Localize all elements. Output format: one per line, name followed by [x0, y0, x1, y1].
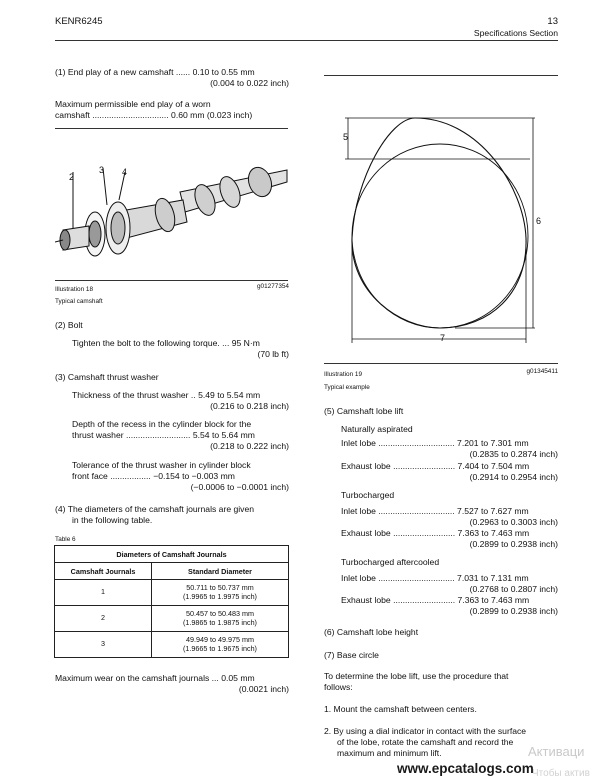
item5-title: (5) Camshaft lobe lift — [324, 406, 404, 416]
ill18-code: g01277354 — [257, 283, 289, 290]
rule-3 — [324, 75, 558, 76]
table-row — [55, 580, 289, 606]
tc-inlet-inch: (0.2963 to 0.3003 inch) — [469, 517, 558, 527]
tc-exhaust-inch: (0.2899 to 0.2938 inch) — [469, 539, 558, 549]
table-title: Diameters of Camshaft Journals — [55, 546, 289, 563]
item2-line2: (70 lb ft) — [257, 349, 289, 359]
procedure-line2: follows: — [324, 682, 353, 692]
camshaft-journal-table — [54, 545, 289, 658]
item6-title: (6) Camshaft lobe height — [324, 627, 419, 637]
step2-line2: of the lobe, rotate the camshaft and record the — [337, 737, 514, 747]
journal-diameter — [152, 632, 289, 658]
step2-line1: 2. By using a dial indicator in contact with the surface — [324, 726, 527, 736]
ill18-callout-4: 4 — [122, 167, 128, 177]
rule-1 — [55, 128, 288, 129]
journal-number: 3 — [55, 632, 152, 658]
activation-watermark-2: Чтобы актив — [532, 768, 590, 779]
step2-line3: maximum and minimum lift. — [337, 748, 442, 758]
item3-depth3: (0.218 to 0.222 inch) — [210, 441, 289, 451]
tc-exhaust: Exhaust lobe .......................... 7.363 to 7.463 mm — [341, 528, 530, 538]
tca-exhaust: Exhaust lobe .......................... 7.363 to 7.463 mm — [341, 595, 530, 605]
item2-line1: Tighten the bolt to the following torque. ... 95 N·m — [72, 338, 260, 348]
ill18-callout-3: 3 — [99, 165, 105, 175]
procedure-line1: To determine the lobe lift, use the procedure that — [324, 671, 509, 681]
tca-title: Turbocharged aftercooled — [341, 557, 440, 567]
journal-diameter — [152, 606, 289, 632]
step1: 1. Mount the camshaft between centers. — [324, 704, 477, 714]
item2-title: (2) Bolt — [55, 320, 83, 330]
page-number: 13 — [547, 16, 558, 27]
item3-thick1: Thickness of the thrust washer .. 5.49 to 5.54 mm — [72, 390, 261, 400]
item3-depth2: thrust washer ........................... 5.54 to 5.64 mm — [72, 430, 255, 440]
ill19-code: g01345411 — [526, 368, 558, 375]
na-inlet: Inlet lobe ................................ 7.201 to 7.301 mm — [341, 438, 529, 448]
item7-title: (7) Base circle — [324, 650, 379, 660]
item3-thick2: (0.216 to 0.218 inch) — [210, 401, 289, 411]
maxwear-line1: Maximum wear on the camshaft journals ... 0.05 mm — [55, 673, 255, 683]
item3-tol3: (−0.0006 to −0.0001 inch) — [190, 482, 289, 492]
table-label: Table 6 — [55, 536, 76, 543]
na-inlet-inch: (0.2835 to 0.2874 inch) — [469, 449, 558, 459]
diameter-mm: 50.457 to 50.483 mm — [186, 608, 254, 618]
ill18-callout-2: 2 — [69, 172, 75, 182]
table-header-diameter: Standard Diameter — [152, 563, 289, 580]
tca-exhaust-inch: (0.2899 to 0.2938 inch) — [469, 606, 558, 616]
na-title: Naturally aspirated — [341, 424, 413, 434]
ill19-label: Illustration 19 — [324, 371, 363, 378]
item3-tol1: Tolerance of the thrust washer in cylinder block — [72, 460, 251, 470]
item3-title: (3) Camshaft thrust washer — [55, 372, 159, 382]
table-row — [55, 632, 289, 658]
camshaft-illustration — [55, 160, 290, 272]
item1-line1: (1) End play of a new camshaft ...... 0.10 to 0.55 mm — [55, 67, 255, 77]
maxend-line1: Maximum permissible end play of a worn — [55, 99, 211, 109]
ill19-caption: Typical example — [324, 384, 370, 391]
item3-depth1: Depth of the recess in the cylinder block for the — [72, 419, 252, 429]
header-rule — [55, 40, 558, 41]
diameter-inch: (1.9865 to 1.9875 inch) — [183, 617, 257, 627]
item3-tol2: front face ................. −0.154 to −0.003 mm — [72, 471, 235, 481]
diameter-mm: 50.711 to 50.737 mm — [186, 582, 254, 592]
journal-number: 2 — [55, 606, 152, 632]
document-id: KENR6245 — [55, 16, 103, 27]
rule-4 — [324, 363, 558, 364]
ill18-label: Illustration 18 — [55, 286, 94, 293]
table-row — [55, 606, 289, 632]
table-header-journals: Camshaft Journals — [55, 563, 152, 580]
tc-inlet: Inlet lobe ................................ 7.527 to 7.627 mm — [341, 506, 529, 516]
diameter-inch: (1.9665 to 1.9675 inch) — [183, 643, 257, 653]
journal-diameter — [152, 580, 289, 606]
item1-line2: (0.004 to 0.022 inch) — [210, 78, 289, 88]
item4-line1: (4) The diameters of the camshaft journals are given — [55, 504, 255, 514]
journal-number: 1 — [55, 580, 152, 606]
rule-2 — [55, 280, 288, 281]
maxend-line2: camshaft ................................ 0.60 mm (0.023 inch) — [55, 110, 253, 120]
ill18-caption: Typical camshaft — [55, 298, 103, 305]
na-exhaust-inch: (0.2914 to 0.2954 inch) — [469, 472, 558, 482]
diameter-inch: (1.9965 to 1.9975 inch) — [183, 591, 257, 601]
tc-title: Turbocharged — [341, 490, 395, 500]
dim-label-5: 5 — [343, 132, 349, 142]
diameter-mm: 49.949 to 49.975 mm — [186, 634, 254, 644]
item4-line2: in the following table. — [72, 515, 153, 525]
site-watermark: www.epcatalogs.com — [397, 761, 534, 776]
lobe-diagram — [330, 108, 555, 343]
activation-watermark: Активаци — [528, 744, 585, 759]
maxwear-line2: (0.0021 inch) — [238, 684, 289, 694]
tca-inlet: Inlet lobe ................................ 7.031 to 7.131 mm — [341, 573, 529, 583]
dim-label-7: 7 — [440, 333, 446, 343]
dim-label-6: 6 — [536, 216, 542, 226]
na-exhaust: Exhaust lobe .......................... 7.404 to 7.504 mm — [341, 461, 530, 471]
section-title: Specifications Section — [473, 28, 558, 38]
tca-inlet-inch: (0.2768 to 0.2807 inch) — [469, 584, 558, 594]
